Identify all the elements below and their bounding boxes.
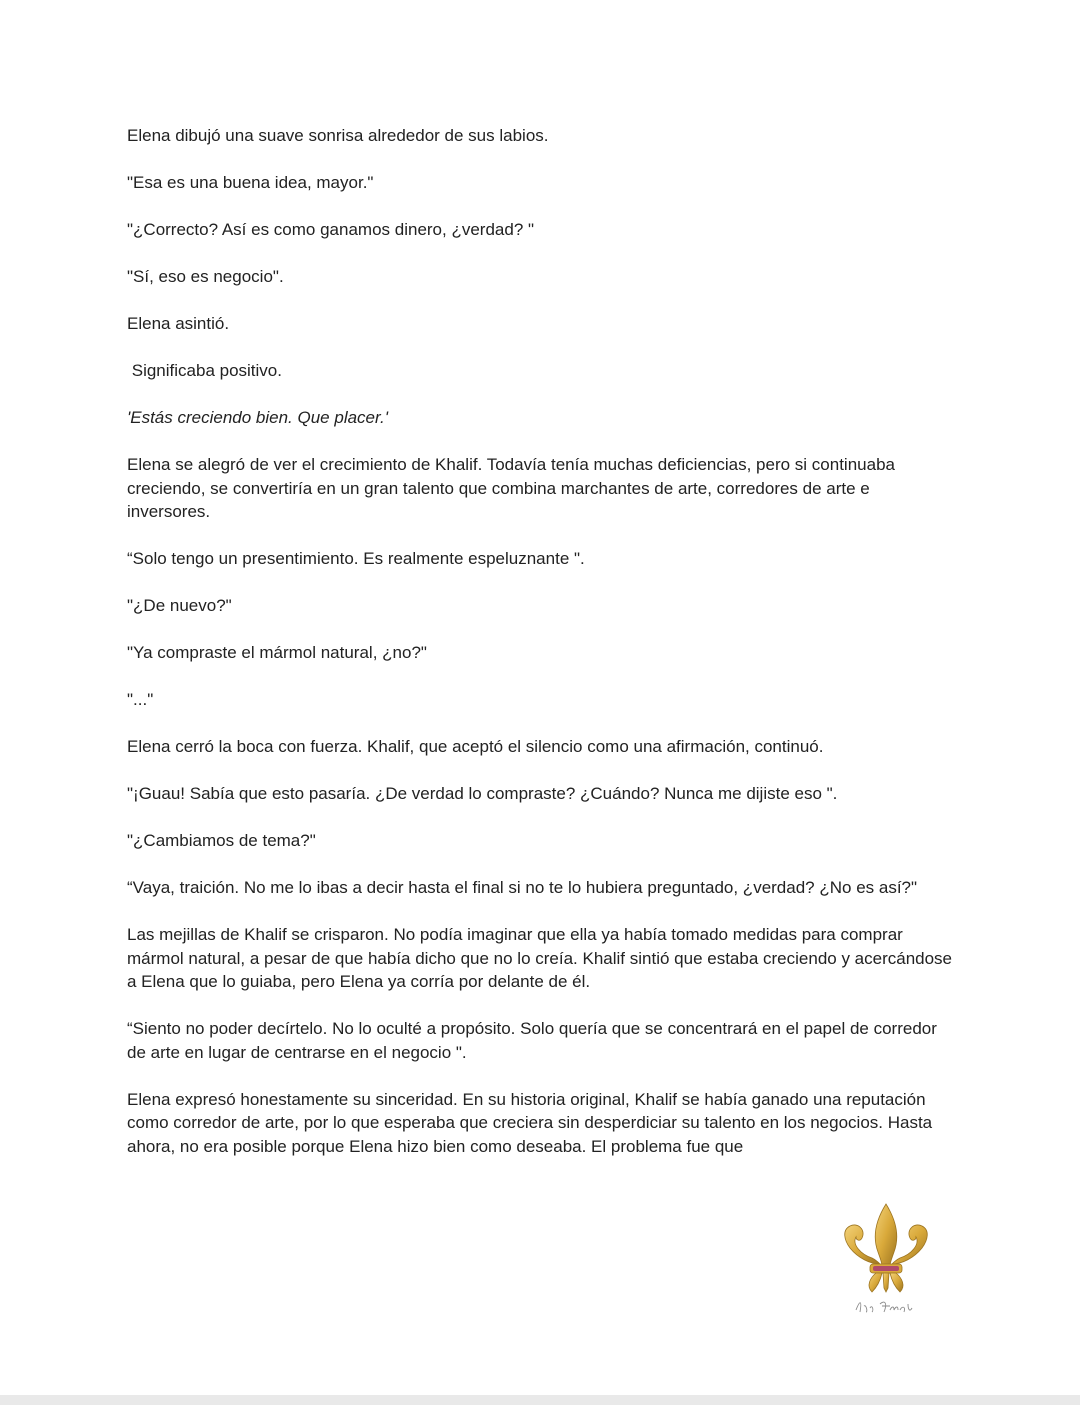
watermark-logo (836, 1200, 936, 1322)
paragraph: "¿Correcto? Así es como ganamos dinero, ¿verdad? " (127, 220, 535, 239)
paragraph: "Sí, eso es negocio". (127, 267, 284, 286)
document-body (127, 124, 957, 1182)
paragraph: Elena asintió. (127, 314, 230, 333)
paragraph: "Esa es una buena idea, mayor." (127, 173, 374, 192)
paragraph: “Siento no poder decírtelo. No lo oculté a propósito. Solo quería que se concentrará en el papel de corredor de arte en lugar de centrarse en el negocio ". (127, 1019, 942, 1062)
paragraph: Significaba positivo. (127, 361, 282, 380)
paragraph: “Vaya, traición. No me lo ibas a decir hasta el final si no te lo hubiera preguntado, ¿verdad? ¿No es así?" (127, 878, 918, 897)
paragraph: Elena se alegró de ver el crecimiento de Khalif. Todavía tenía muchas deficiencias, pero si continuaba creciendo, se convertiría en un gran talento que combina marchantes de arte, corredores de arte e inversores. (127, 455, 900, 521)
paragraph: Elena dibujó una suave sonrisa alrededor de sus labios. (127, 126, 549, 145)
paragraph: "..." (127, 690, 154, 709)
page-bottom-border (0, 1395, 1080, 1405)
fleur-de-lis-icon (836, 1200, 936, 1322)
paragraph: "Ya compraste el mármol natural, ¿no?" (127, 643, 427, 662)
paragraph: 'Estás creciendo bien. Que placer.' (127, 408, 389, 427)
paragraph: Elena expresó honestamente su sinceridad. En su historia original, Khalif se había ganado una reputación como corredor de arte, por lo que esperaba que creciera sin desperdiciar su talento en los negocios. Hasta ahora, no era posible porque Elena hizo bien como deseaba. El problema fue que (127, 1089, 937, 1156)
paragraph: "¿De nuevo?" (127, 596, 232, 615)
paragraph: "¡Guau! Sabía que esto pasaría. ¿De verdad lo compraste? ¿Cuándo? Nunca me dijiste eso ". (127, 784, 838, 803)
paragraph: “Solo tengo un presentimiento. Es realmente espeluznante ". (127, 549, 585, 568)
paragraph: Las mejillas de Khalif se crisparon. No podía imaginar que ella ya había tomado medidas para comprar mármol natural, a pesar de que había dicho que no lo creía. Khalif sintió que estaba creciendo y acercándose a Elena que lo guiaba, pero Elena ya corría por delante de él. (127, 925, 957, 991)
paragraph: "¿Cambiamos de tema?" (127, 831, 316, 850)
paragraph: Elena cerró la boca con fuerza. Khalif, que aceptó el silencio como una afirmación, continuó. (127, 737, 824, 756)
